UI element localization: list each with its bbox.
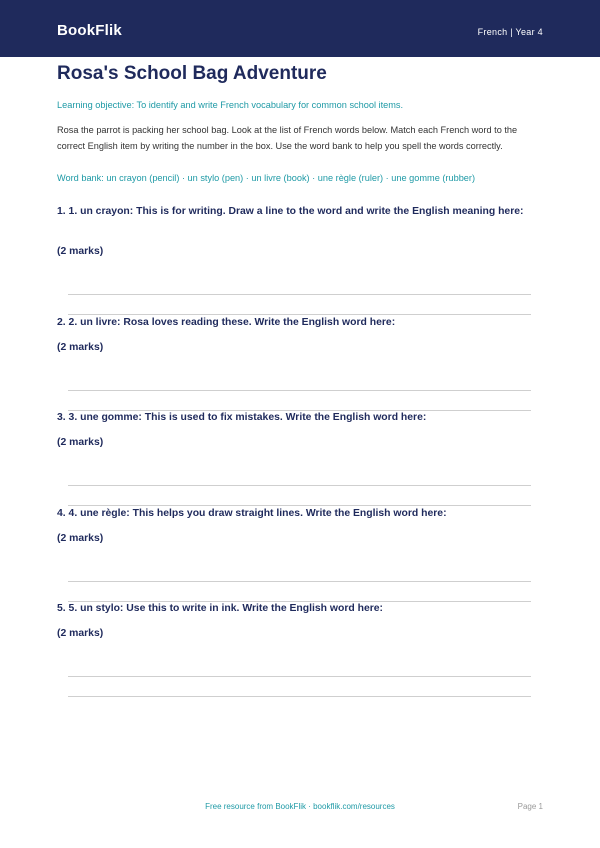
- question-marks: (2 marks): [57, 437, 104, 448]
- answer-line[interactable]: [68, 696, 531, 697]
- word-bank: Word bank: un crayon (pencil) · un stylo (pen) · un livre (book) · une règle (ruler) · une gomme (rubber): [57, 173, 476, 183]
- answer-line[interactable]: [68, 294, 531, 295]
- question-marks: (2 marks): [57, 533, 104, 544]
- answer-line[interactable]: [68, 581, 531, 582]
- question-text: 4. 4. une règle: This helps you draw straight lines. Write the English word here:: [57, 508, 447, 519]
- intro-paragraph: Rosa the parrot is packing her school bag. Look at the list of French words below. Match each French word to the correct English item by writing the number in the box. Use the word bank to help you spell the words correctly.: [57, 125, 518, 151]
- question-4: [57, 506, 543, 544]
- answer-line[interactable]: [68, 485, 531, 486]
- question-marks: (2 marks): [57, 246, 104, 257]
- worksheet-title: Rosa's School Bag Adventure: [57, 63, 327, 84]
- question-marks: (2 marks): [57, 628, 104, 639]
- learning-objective: Learning objective: To identify and write French vocabulary for common school items.: [57, 100, 404, 110]
- page-number: Page 1: [517, 802, 543, 811]
- question-text: 3. 3. une gomme: This is used to fix mistakes. Write the English word here:: [57, 412, 427, 423]
- brand-logo-text: BookFlik: [57, 22, 122, 39]
- question-marks: (2 marks): [57, 342, 104, 353]
- question-1: [57, 204, 543, 257]
- question-2: [57, 315, 543, 353]
- page-header: [0, 0, 600, 57]
- question-text: 5. 5. un stylo: Use this to write in ink. Write the English word here:: [57, 603, 384, 614]
- question-text: 2. 2. un livre: Rosa loves reading these. Write the English word here:: [57, 317, 396, 328]
- question-5: [57, 601, 543, 639]
- footer-credit: Free resource from BookFlik · bookflik.com/resources: [205, 802, 395, 811]
- subject-year-label: French | Year 4: [477, 27, 543, 37]
- answer-line[interactable]: [68, 676, 531, 677]
- answer-line[interactable]: [68, 390, 531, 391]
- question-text: 1. 1. un crayon: This is for writing. Draw a line to the word and write the English meaning here:: [57, 206, 524, 217]
- question-3: [57, 410, 543, 448]
